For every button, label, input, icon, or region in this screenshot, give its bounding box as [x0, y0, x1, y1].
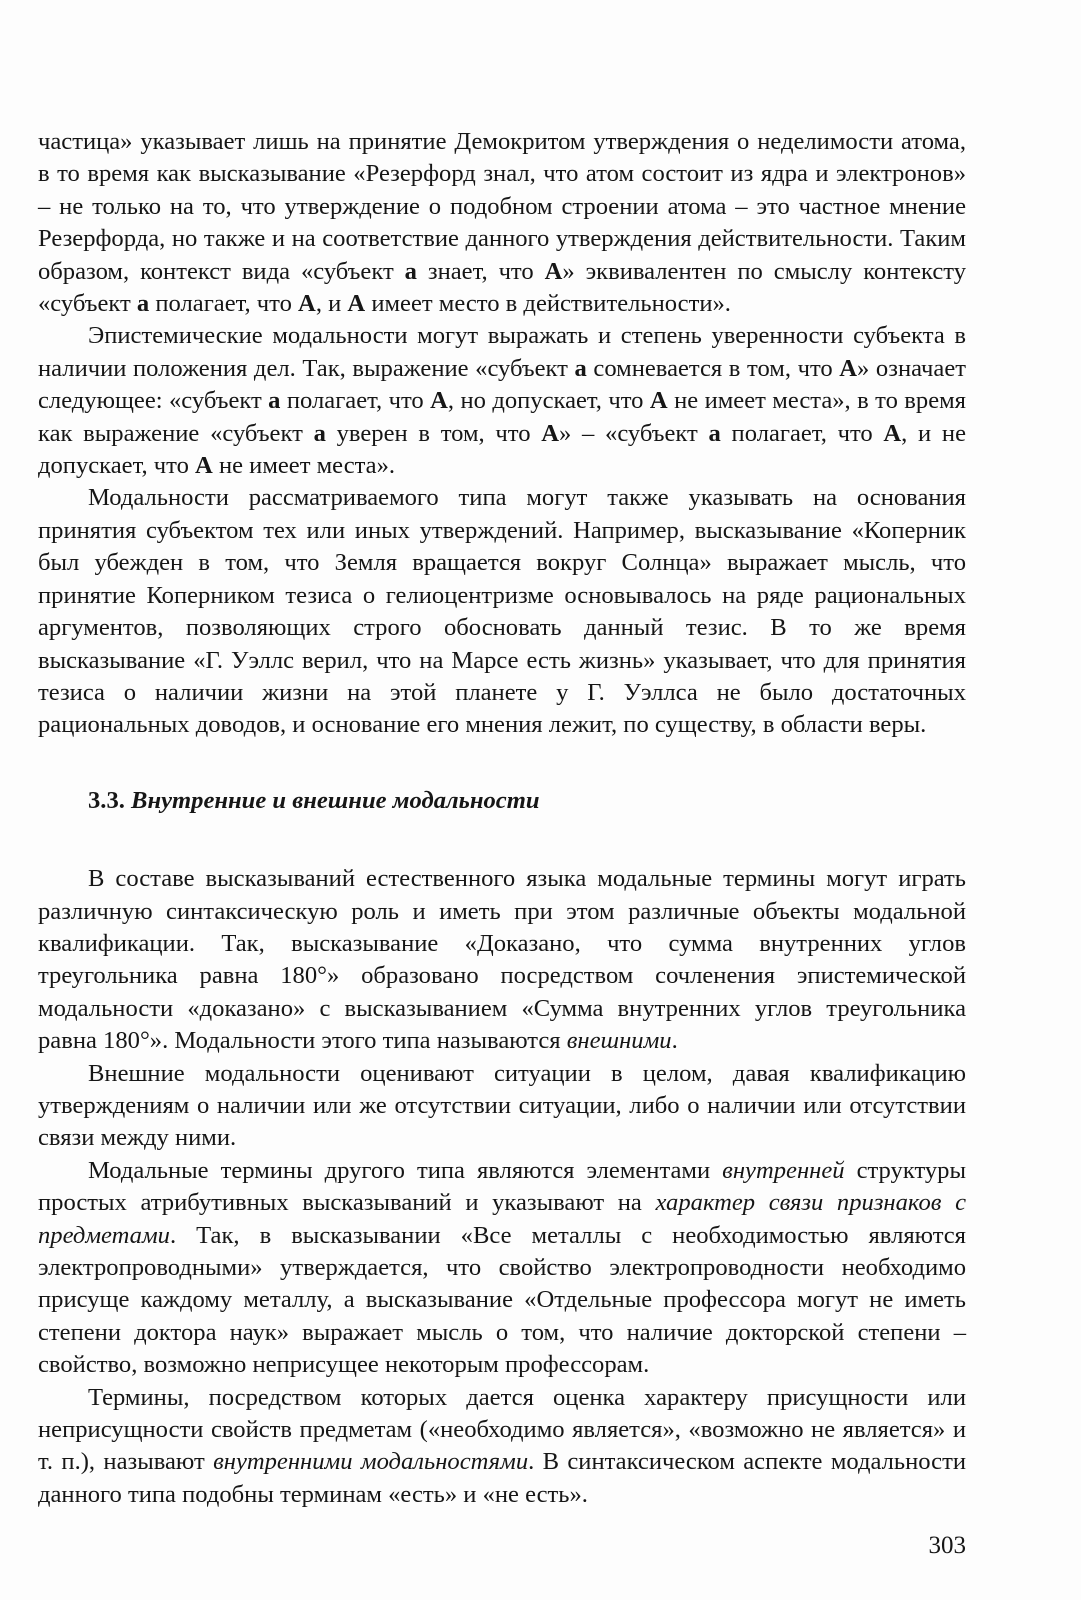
text-run: полагает, что	[720, 419, 884, 447]
bold-term: а	[708, 419, 721, 447]
bold-term: А	[195, 452, 213, 480]
bold-term: А	[544, 257, 563, 285]
bold-term: А	[839, 354, 858, 382]
paragraphs-after-heading	[38, 863, 966, 1511]
text-run: В составе высказываний естественного языка модальные термины могут играть различную синтаксическую роль и иметь при этом различные объекты модальной квалификации. Так, высказывание «Доказано, что сумма внутренних углов треугольника равна 180°» образовано посредством сочленения эпистемической модальности «доказано» с высказыванием «Сумма внутренних углов треугольника равна 180°». Модальности этого типа называются	[38, 865, 966, 1055]
paragraph	[38, 1058, 966, 1155]
text-run: .	[671, 1027, 678, 1055]
bold-term: А	[649, 387, 668, 415]
bold-term: А	[347, 290, 366, 318]
paragraph	[38, 863, 966, 1057]
text-run: не имеет места», в то время как выражение «субъект	[38, 387, 966, 447]
italic-term: внутренней	[722, 1156, 845, 1184]
bold-term: а	[313, 419, 326, 447]
text-run: Модальности рассматриваемого типа могут также указывать на основания принятия субъектом тех или иных утверждений. Например, высказывание «Коперник был убежден в том, что Земля вращается вокруг Солнца» выражает мысль, что принятие Коперником тезиса о гелиоцентризме основывалось на ряде рациональных аргументов, позволяющих строго обосновать данный тезис. В то же время высказывание «Г. Уэллс верил, что на Марсе есть жизнь» указывает, что для принятия тезиса о наличии жизни на этой планете у Г. Уэллса не было достаточных рациональных доводов, и основание его мнения лежит, по существу, в области веры.	[38, 484, 966, 739]
text-run: не имеет места».	[212, 452, 396, 480]
section-number: 3.3.	[88, 786, 125, 814]
italic-term: характер связи признаков с предметами	[38, 1189, 966, 1249]
paragraph	[38, 320, 966, 482]
bold-term: А	[541, 419, 559, 447]
page-number: 303	[928, 1532, 966, 1559]
bold-term: а	[574, 354, 587, 382]
bold-term: а	[136, 290, 150, 318]
text-run: . Так, в высказывании «Все металлы с необходимостью являются электропроводными» утверждается, что свойство электропроводности необходимо присуще каждому металлу, а высказывание «Отдельные профессора могут не иметь степени доктора наук» выражает мысль о том, что наличие докторской степени – свойство, возможно неприсущее некоторым профессорам.	[38, 1221, 966, 1379]
bold-term: а	[404, 257, 417, 285]
text-run: имеет место в действительности».	[365, 290, 731, 318]
text-column	[38, 126, 966, 1511]
text-run: , и не допускает, что	[38, 419, 966, 480]
italic-term: внутренними модальностями	[213, 1448, 529, 1476]
text-run: сомневается в том, что	[586, 354, 840, 382]
text-run: , и	[315, 290, 348, 318]
text-run: знает, что	[416, 257, 545, 285]
paragraph	[38, 1382, 966, 1512]
italic-term: внешними	[566, 1027, 672, 1055]
section-title: Внутренние и внешние модальности	[131, 786, 540, 814]
paragraph	[38, 126, 966, 320]
text-run: Внешние модальности оценивают ситуации в целом, давая квалификацию утверждениям о наличии или же отсутствии ситуации, либо о наличии или отсутствии связи между ними.	[38, 1059, 966, 1152]
text-run: структуры простых атрибутивных высказываний и указывают на	[38, 1156, 966, 1217]
text-run: » – «субъект	[558, 419, 709, 447]
text-run: » эквивалентен по смыслу контексту «субъект	[38, 257, 966, 318]
paragraphs-before-heading	[38, 126, 966, 742]
section-heading	[38, 785, 966, 817]
text-run: частица» указывает лишь на принятие Демокритом утверждения о неделимости атома, в то время как высказывание «Резерфорд знал, что атом состоит из ядра и электронов» – не только на то, что утверждение о подобном строении атома – это частное мнение Резерфорда, но также и на соответствие данного утверждения действительности. Таким образом, контекст вида «субъект	[38, 128, 966, 285]
bold-term: А	[430, 387, 448, 415]
text-run: полагает, что	[149, 290, 299, 318]
text-run: » означает следующее: «субъект	[38, 354, 966, 415]
paragraph	[38, 1155, 966, 1382]
bold-term: А	[883, 419, 902, 447]
text-run: полагает, что	[280, 387, 431, 415]
text-run: Эпистемические модальности могут выражать и степень уверенности субъекта в наличии положения дел. Так, выражение «субъект	[38, 322, 966, 382]
text-run: , но допускает, что	[447, 387, 650, 415]
text-run: . В синтаксическом аспекте модальности данного типа подобны терминам «есть» и «не есть».	[38, 1448, 966, 1508]
text-run: уверен в том, что	[325, 419, 542, 447]
text-run: Термины, посредством которых дается оценка характеру присущности или неприсущности свойств предметам («необходимо является», «возможно не является» и т. п.), называют	[38, 1383, 966, 1476]
paragraph	[38, 482, 966, 741]
bold-term: а	[268, 387, 281, 415]
text-run: Модальные термины другого типа являются элементами	[88, 1156, 723, 1184]
bold-term: А	[298, 290, 316, 318]
